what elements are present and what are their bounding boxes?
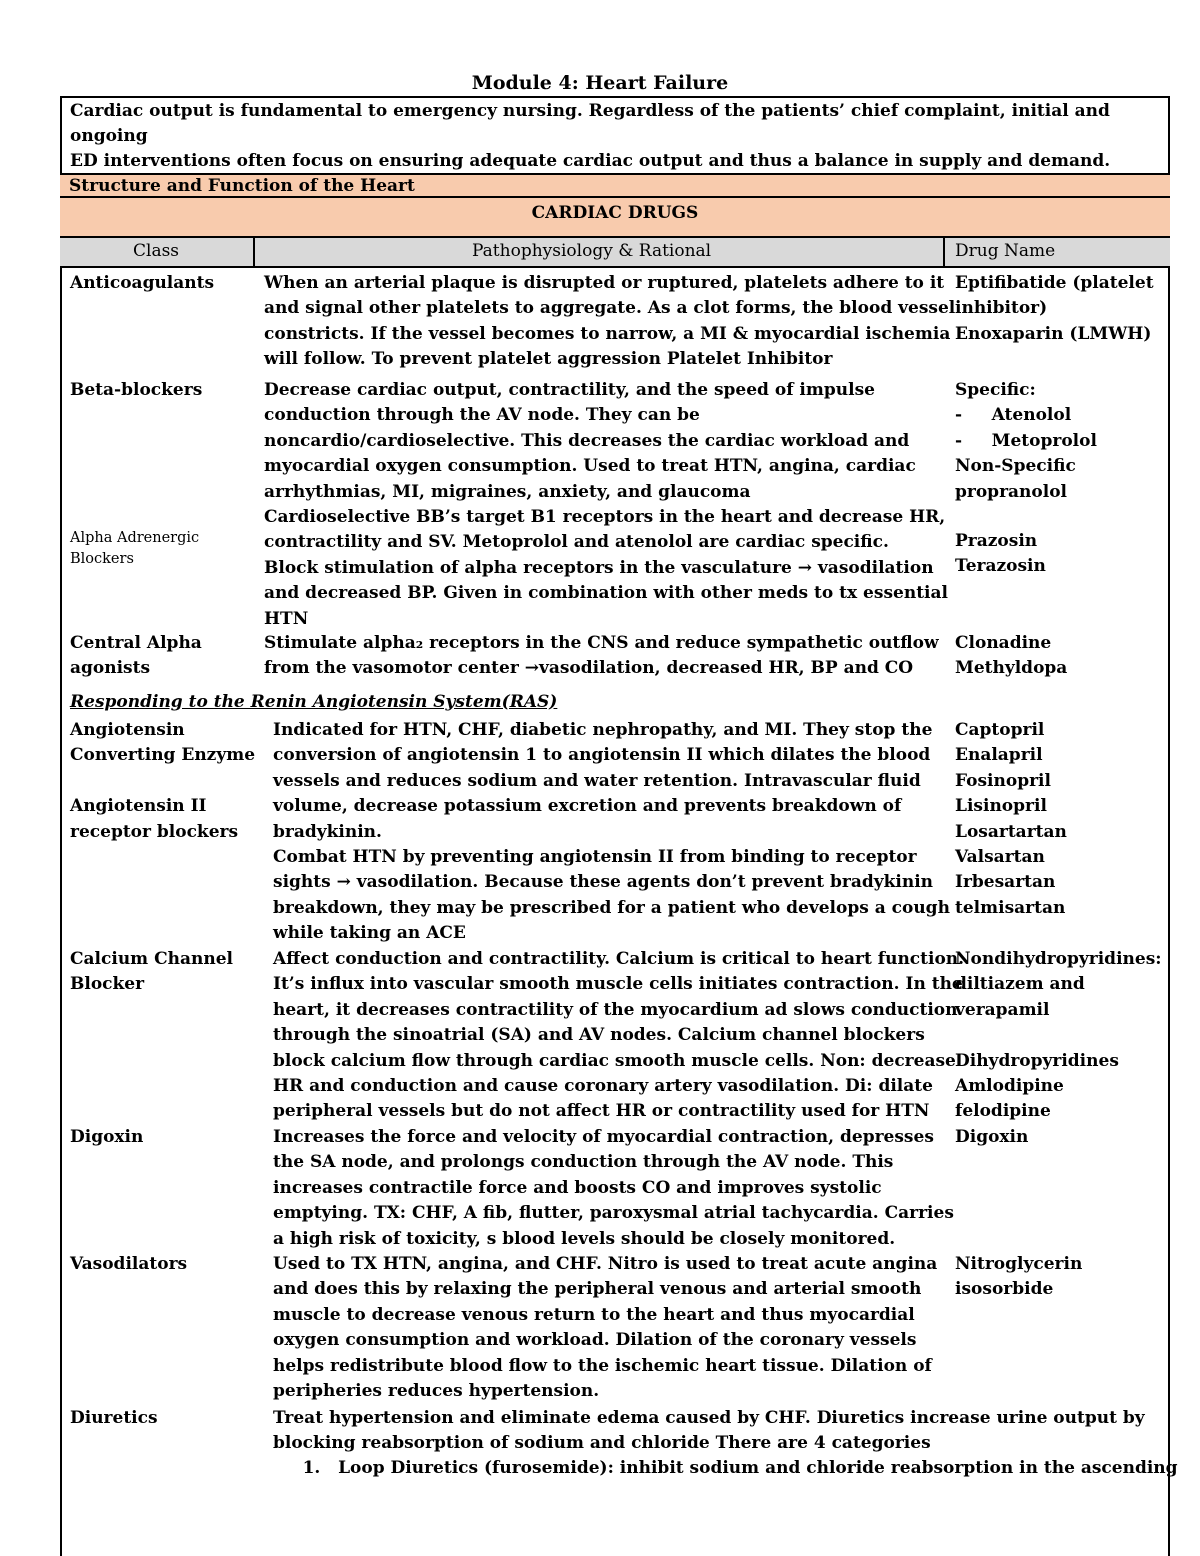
intro-paragraph: Cardiac output is fundamental to emergency nursing. Regardless of the patients’ chief complaint, initial and ongoing ED interventions often focus on ensuring adequate cardiac output and thus a balance in supply and demand. <box>70 101 1111 171</box>
header-divider <box>253 238 255 268</box>
row-desc-diuretics: Treat hypertension and eliminate edema caused by CHF. Diuretics increase urine output by blocking reabsorption of sodium and chloride There are 4 categories <box>273 1408 1145 1454</box>
row-desc-anticoagulants: When an arterial plaque is disrupted or ruptured, platelets adhere to it and signal other platelets to aggregate. As a clot forms, the blood vessel constricts. If the vessel becomes to narrow, a MI & myocardial ischemia will follow. To prevent platelet aggression Platelet Inhibitor <box>264 273 956 370</box>
row-desc-ccb: Affect conduction and contractility. Calcium is critical to heart function. It’s influx into vascular smooth muscle cells initiates contraction. In the heart, it decreases contractility of the myocardium ad slows conduction through the sinoatrial (SA) and AV nodes. Calcium channel blockers block calcium flow through cardiac smooth muscle cells. Non: decrease HR and conduction and cause coronary artery vasodilation. Di: dilate peripheral vessels but do not affect HR or contractility used for HTN <box>273 949 965 1122</box>
row-drugs-ccb: Nondihydropyridines: diltiazem and verapamil Dihydropyridines Amlodipine felodipine <box>955 949 1162 1122</box>
table-header <box>60 238 1170 268</box>
structure-band <box>60 173 1170 198</box>
drugs-heading: CARDIAC DRUGS <box>531 203 699 223</box>
header-class: Class <box>133 241 180 261</box>
row-drugs-central-alpha: Clonadine Methyldopa <box>955 633 1068 679</box>
ras-heading: Responding to the Renin Angiotensin System(RAS) <box>70 692 558 712</box>
row-drugs-beta-blockers: Specific: - Atenolol - Metoprolol Non-Specific propranolol <box>955 380 1097 502</box>
row-class-central-alpha: Central Alpha agonists <box>70 633 202 679</box>
row-class-vasodilators: Vasodilators <box>70 1254 188 1274</box>
row-class-beta-blockers: Beta-blockers <box>70 380 203 400</box>
row-desc-digoxin: Increases the force and velocity of myocardial contraction, depresses the SA node, and prolongs conduction through the AV node. This increases contractile force and boosts CO and improves systolic emptying. TX: CHF, A fib, flutter, paroxysmal atrial tachycardia. Carries a high risk of toxicity, s blood levels should be closely monitored. <box>273 1127 954 1249</box>
row-desc-ace-arb: Indicated for HTN, CHF, diabetic nephropathy, and MI. They stop the conversion of angiotensin 1 to angiotensin II which dilates the blood vessels and reduces sodium and water retention. Intravascular fluid volume, decrease potassium excretion and prevents breakdown of bradykinin. Combat HTN by preventing angiotensin II from binding to receptor sights → vasodilation. Because these agents don’t prevent bradykinin breakdown, they may be prescribed for a patient who develops a cough while taking an ACE <box>273 720 950 944</box>
row-desc-vasodilators: Used to TX HTN, angina, and CHF. Nitro is used to treat acute angina and does this by relaxing the peripheral venous and arterial smooth muscle to decrease venous return to the heart and thus myocardial oxygen consumption and workload. Dilation of the coronary vessels helps redistribute blood flow to the ischemic heart tissue. Dilation of peripheries reduces hypertension. <box>273 1254 938 1402</box>
header-drug: Drug Name <box>955 241 1056 261</box>
row-class-alpha-blockers: Alpha Adrenergic Blockers <box>70 530 200 567</box>
row-class-diuretics: Diuretics <box>70 1408 158 1428</box>
row-desc-beta-blockers: Decrease cardiac output, contractility, and the speed of impulse conduction through the AV node. They can be noncardio/cardioselective. This decreases the cardiac workload and myocardial oxygen consumption. Used to treat HTN, angina, cardiac arrhythmias, MI, migraines, anxiety, and glaucoma Cardioselective BB’s target B1 receptors in the heart and decrease HR, contractility and SV. Metoprolol and atenolol are cardiac specific. Block stimulation of alpha receptors in the vasculature → vasodilation and decreased BP. Given in combination with other meds to tx essential HTN <box>264 380 948 629</box>
structure-heading: Structure and Function of the Heart <box>69 176 415 196</box>
header-divider <box>943 238 945 268</box>
drugs-band <box>60 198 1170 238</box>
row-class-digoxin: Digoxin <box>70 1127 144 1147</box>
row-class-ccb: Calcium Channel Blocker <box>70 949 233 995</box>
row-desc-central-alpha: Stimulate alpha₂ receptors in the CNS and reduce sympathetic outflow from the vasomotor center →vasodilation, decreased HR, BP and CO <box>264 633 939 679</box>
row-list-item-loop-diuretics: 1. Loop Diuretics (furosemide): inhibit sodium and chloride reabsorption in the ascending <box>273 1458 1178 1478</box>
row-drugs-vasodilators: Nitroglycerin isosorbide <box>955 1254 1083 1300</box>
row-drugs-anticoagulants: Eptifibatide (platelet inhibitor) Enoxaparin (LMWH) <box>955 273 1154 344</box>
row-class-anticoagulants: Anticoagulants <box>70 273 215 293</box>
row-drugs-digoxin: Digoxin <box>955 1127 1029 1147</box>
row-class-ace-arb: Angiotensin Converting Enzyme Angiotensin II receptor blockers <box>70 720 256 842</box>
page-title: Module 4: Heart Failure <box>471 72 729 94</box>
row-drugs-alpha-blockers: Prazosin Terazosin <box>955 531 1046 577</box>
header-patho: Pathophysiology & Rational <box>472 241 712 261</box>
row-drugs-ace-arb: Captopril Enalapril Fosinopril Lisinopril Losartartan Valsartan Irbesartan telmisartan <box>955 720 1067 918</box>
